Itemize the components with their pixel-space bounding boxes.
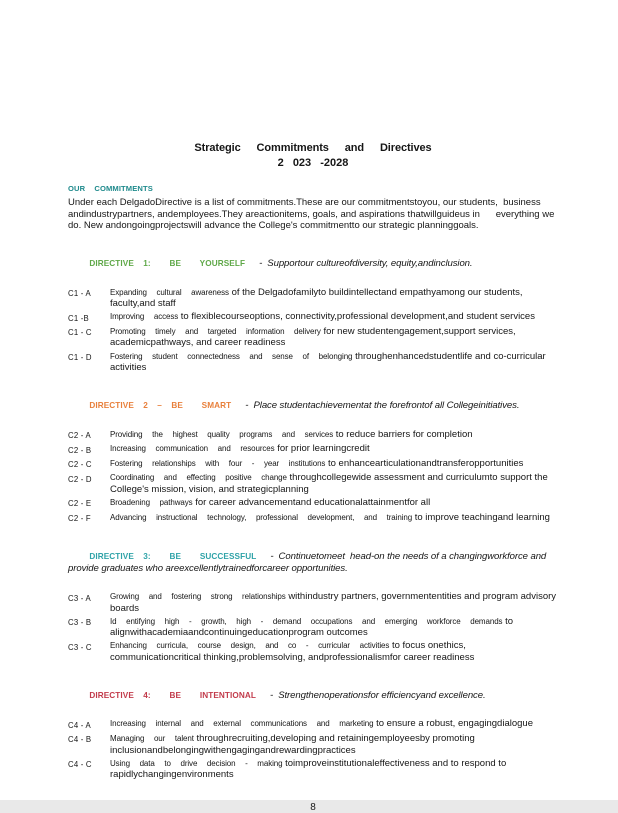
commitment-row [68, 472, 558, 495]
commitment-rest: for prior learningcredit [277, 443, 370, 455]
commitment-code: C3 - C [68, 642, 92, 652]
directive-4-items [68, 718, 558, 780]
commitment-text [110, 311, 558, 324]
page-number: 8 [310, 801, 316, 813]
commitment-rest: to reduce barriers for completion [335, 428, 473, 440]
commitment-code: C2 - D [68, 474, 92, 484]
directive-3-label: DIRECTIVE 3: BE SUCCESSFUL [89, 552, 257, 562]
directive-3-header [68, 540, 558, 586]
commitment-code: C2 - C [68, 460, 92, 470]
commitment-row [68, 497, 558, 510]
directive-2-tagline: - Place studentachievementat the forefrontof all Collegeinitiatives. [245, 400, 520, 412]
directive-section-1 [68, 247, 558, 374]
commitment-lead: Coordinating and effecting positive change [110, 473, 287, 483]
commitment-rest: to alignwithacademiaandcontinuingeducationprogram outcomes [110, 615, 516, 639]
commitment-lead: Id entifying high - growth, high - demand occupations and emerging workforce demands [110, 616, 503, 626]
commitment-text [110, 616, 558, 639]
document-subtitle-years: 2 023 -2028 [277, 157, 349, 169]
commitment-row [68, 326, 558, 349]
commitment-lead: Increasing communication and resources [110, 444, 275, 454]
commitment-row [68, 512, 558, 525]
commitment-lead: Improving access [110, 312, 179, 322]
commitment-text [110, 591, 558, 614]
commitment-code: C2 - F [68, 514, 91, 524]
commitment-row [68, 443, 558, 456]
commitment-text [110, 287, 558, 310]
commitment-rest: withindustry partners, governmententities and program advisory boards [110, 591, 559, 614]
commitment-text [110, 718, 558, 731]
commitment-row [68, 287, 558, 310]
commitment-rest: throughrecruiting,developing and retainingemployeesby promoting inclusionandbelongingwithengagingandrewardingpractices [110, 732, 478, 756]
commitment-row [68, 718, 558, 731]
commitment-code: C3 - B [68, 618, 92, 628]
commitment-text [110, 472, 558, 495]
commitment-code: C3 - A [68, 593, 91, 603]
commitment-code: C2 - B [68, 445, 92, 455]
commitment-text [110, 458, 558, 471]
commitment-rest: to ensure a robust, engagingdialogue [376, 718, 533, 730]
commitment-row [68, 311, 558, 324]
commitment-text [110, 443, 558, 456]
commitment-code: C1 - A [68, 289, 91, 299]
directive-4-label: DIRECTIVE 4: BE INTENTIONAL [89, 691, 256, 701]
commitment-lead: Advancing instructional technology, professional development, and training [110, 512, 413, 522]
document-title: Strategic Commitments and Directives [194, 142, 432, 154]
directive-2-header [68, 389, 558, 424]
commitment-text [110, 326, 558, 349]
commitment-code: C4 - C [68, 760, 92, 770]
commitment-row [68, 758, 558, 781]
commitment-lead: Expanding cultural awareness [110, 287, 229, 297]
commitment-rest: to focus onethics, communicationcritical thinking,problemsolving, andprofessionalismfor career readiness [110, 640, 475, 663]
commitment-lead: Promoting timely and targeted information delivery [110, 326, 321, 336]
commitment-text [110, 429, 558, 442]
commitment-lead: Fostering student connectedness and sense of belonging [110, 351, 353, 361]
commitment-rest: toimproveinstitutionaleffectiveness and to respond to rapidlychangingenvironments [110, 757, 509, 781]
directive-2-items [68, 429, 558, 525]
directive-3-tagline: - Continuetomeet head-on the needs of a changingworkforce and provide graduates who areexcellentlytrainedforcareer opportunities. [68, 551, 549, 574]
directive-4-tagline: - Strengthenoperationsfor efficiencyand excellence. [269, 690, 486, 702]
directive-1-items [68, 287, 558, 374]
intro-section [68, 184, 558, 232]
commitment-row [68, 616, 558, 639]
intro-paragraph: Under each DelgadoDirective is a list of commitments.These are our commitmentstoyou, our students, business andindustrypartners, andemployees.They areactionitems, goals, and aspirations thatwillguideus in everything we do. New andongoingprojectswill advance the College's commitmentto our strategic planninggoals. [68, 197, 557, 232]
commitment-code: C4 - B [68, 735, 92, 745]
directive-section-4 [68, 679, 558, 781]
commitment-rest: to improve teachingand learning [414, 511, 550, 523]
commitment-code: C1 - C [68, 328, 92, 338]
commitment-row [68, 640, 558, 663]
commitment-text [110, 640, 558, 663]
directive-1-label: DIRECTIVE 1: BE YOURSELF [89, 259, 246, 269]
commitment-lead: Managing our talent [110, 733, 194, 743]
commitment-lead: Enhancing curricula, course design, and co - curricular activities [110, 641, 390, 651]
intro-heading: OUR COMMITMENTS [68, 184, 153, 193]
commitment-text [110, 512, 558, 525]
commitment-lead: Increasing internal and external communications and marketing [110, 719, 374, 729]
directive-4-header [68, 679, 558, 714]
directive-1-tagline: - Supportour cultureofdiversity, equity,andinclusion. [259, 258, 473, 270]
commitment-row [68, 591, 558, 614]
commitment-row [68, 351, 558, 374]
commitment-text [110, 351, 558, 374]
commitment-code: C1 - D [68, 353, 92, 363]
commitment-row [68, 458, 558, 471]
commitment-code: C1 -B [68, 313, 89, 323]
commitment-code: C2 - A [68, 431, 91, 440]
commitment-rest: of the Delgadofamilyto buildintellectand empathyamong our students, faculty,and staff [110, 286, 526, 310]
commitment-text [110, 497, 558, 510]
commitment-text [110, 733, 558, 756]
commitment-rest: throughenhancedstudentlife and co-curricular activities [110, 350, 549, 374]
directive-1-header [68, 247, 558, 282]
commitment-rest: for career advancementand educationalattainmentfor all [195, 496, 431, 508]
commitment-rest: to flexiblecourseoptions, connectivity,professional development,and student services [180, 311, 535, 323]
directive-section-2 [68, 389, 558, 525]
commitment-lead: Using data to drive decision - making [110, 758, 283, 768]
commitment-lead: Fostering relationships with four - year institutions [110, 458, 326, 468]
commitment-code: C4 - A [68, 720, 91, 730]
commitment-text [110, 758, 558, 781]
document-title-block [68, 142, 558, 169]
commitment-code: C2 - E [68, 499, 92, 509]
directive-2-label: DIRECTIVE 2 – BE SMART [89, 401, 232, 411]
commitment-lead: Growing and fostering strong relationships [110, 592, 286, 602]
directive-3-items [68, 591, 558, 664]
commitment-lead: Broadening pathways [110, 497, 193, 507]
commitment-row [68, 733, 558, 756]
commitment-rest: to enhancearticulationandtransferopportunities [327, 457, 524, 469]
commitment-row [68, 429, 558, 442]
directive-section-3 [68, 540, 558, 664]
commitment-rest: for new studentengagement,support services, academicpathways, and career readiness [110, 325, 519, 349]
commitment-rest: throughcollegewide assessment and curriculumto support the College's mission, vision, and strategicplanning [110, 472, 551, 495]
commitment-lead: Providing the highest quality programs and services [110, 429, 334, 439]
